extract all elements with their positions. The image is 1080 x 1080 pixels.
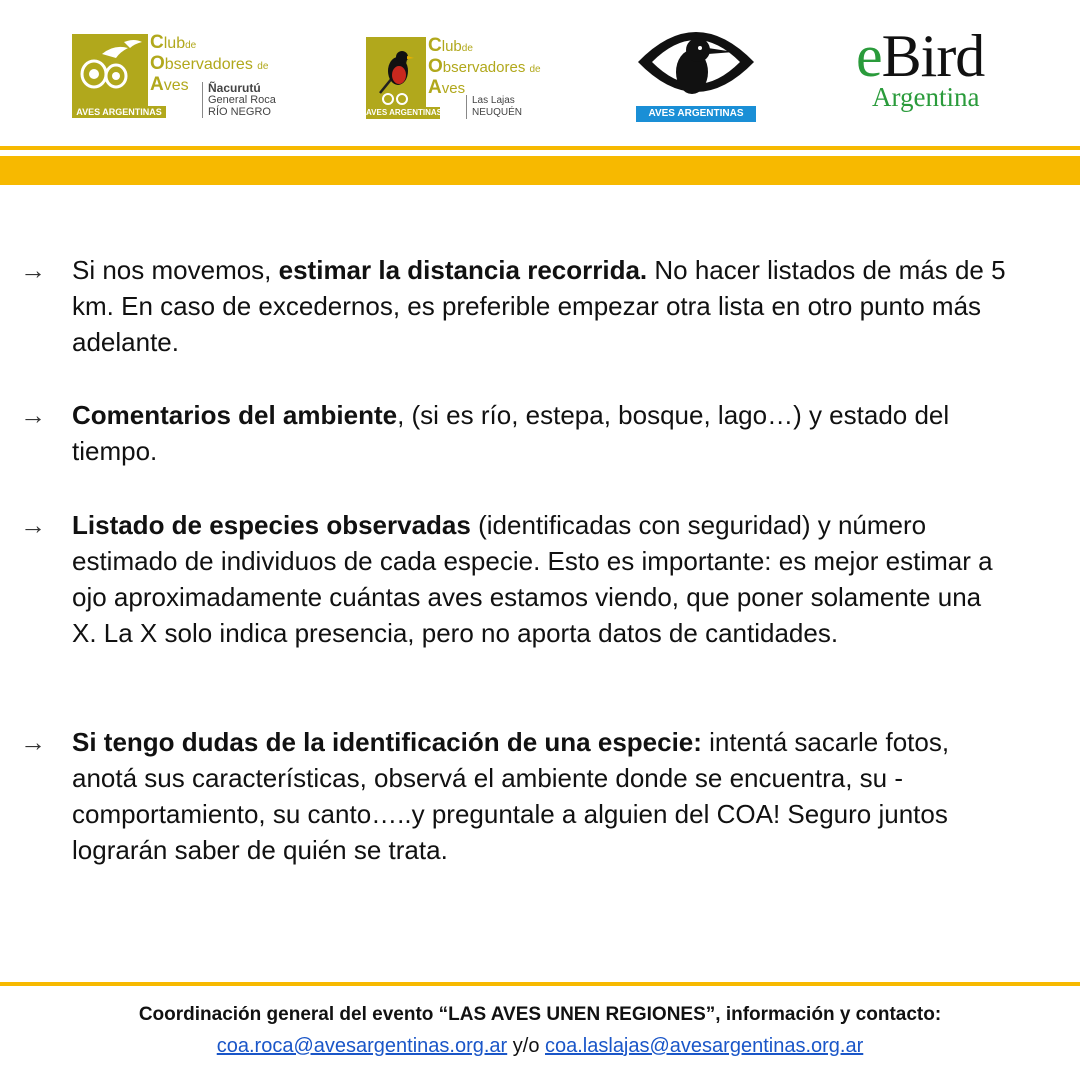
coa-roca-emblem — [72, 34, 148, 106]
bullet-item-species-list: → Listado de especies observadas (identificadas con seguridad) y número estimado de individuos de cada especie. Esto es importante: es mejor estimar a ojo aproximadamente cuántas aves estamos viendo, que poner solamente una X. La X solo indica presencia, pero no aporta datos de cantidades. — [0, 507, 1012, 651]
header-stripe-thick — [0, 156, 1080, 185]
arrow-right-icon: → — [20, 727, 46, 757]
bullet-item-distance: → Si nos movemos, estimar la distancia recorrida. No hacer listados de más de 5 km. En caso de excedernos, es preferible empezar otra lista en otro punto más adelante. — [0, 252, 1012, 360]
aves-argentinas-band: AVES ARGENTINAS — [636, 106, 756, 122]
ebird-wordmark: eBird — [856, 23, 985, 89]
coa-laslajas-emblem — [366, 37, 426, 107]
logo-coa-roca — [72, 34, 302, 124]
bullet-item-identification-doubts: → Si tengo dudas de la identificación de una especie: intentá sacarle fotos, anotá sus características, observá el ambiente donde se encuentra, su - comportamiento, su canto…..y preguntale a alguien del COA! Seguro juntos lograrán saber de quién se trata. — [0, 724, 1012, 868]
owl-icon — [72, 34, 148, 106]
arrow-right-icon: → — [20, 255, 46, 285]
email-link-laslajas[interactable]: coa.laslajas@avesargentinas.org.ar — [545, 1035, 864, 1057]
red-bird-icon — [366, 37, 426, 107]
ebird-subtitle: Argentina — [872, 82, 980, 112]
coa-laslajas-place: Las Lajas NEUQUÉN — [466, 95, 522, 119]
footer-stripe — [0, 982, 1080, 986]
arrow-right-icon: → — [20, 510, 46, 540]
coa-laslajas-band: AVES ARGENTINAS — [366, 108, 443, 117]
bullet-item-environment: → Comentarios del ambiente, (si es río, estepa, bosque, lago…) y estado del tiempo. — [0, 397, 1012, 469]
bird-in-eye-icon — [636, 20, 756, 104]
email-link-roca[interactable]: coa.roca@avesargentinas.org.ar — [216, 1035, 508, 1057]
coa-roca-place: Ñacurutú General Roca RÍO NEGRO — [202, 82, 276, 118]
coa-laslajas-name: Clubde Observadores de Aves — [428, 35, 541, 98]
arrow-right-icon: → — [20, 400, 46, 430]
footer-title: Coordinación general del evento “LAS AVES UNEN REGIONES”, información y contacto: — [138, 1004, 942, 1025]
footer-contact — [0, 1035, 1080, 1058]
logo-aves-argentinas — [636, 20, 756, 124]
header-stripe-thin — [0, 146, 1080, 150]
logo-coa-laslajas — [366, 37, 566, 127]
logo-ebird-argentina — [856, 23, 1036, 122]
coa-roca-name: Clubde Observadores de Aves — [150, 32, 269, 95]
coa-roca-band: AVES ARGENTINAS — [72, 106, 166, 118]
footer-separator: y/o — [507, 1035, 545, 1057]
